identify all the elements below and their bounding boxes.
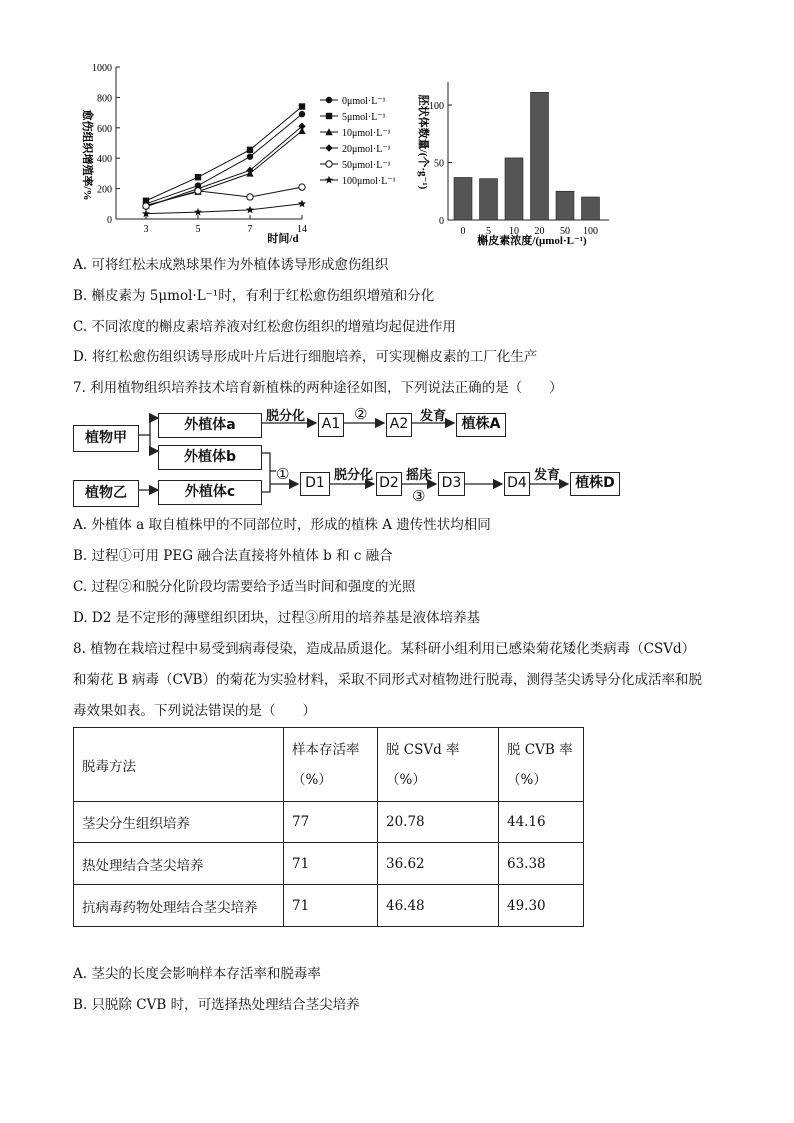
dedifferentiation-label: 脱分化 [266, 409, 306, 424]
step-3-label: ③ [412, 487, 426, 505]
bar-chart-x-tick-label: 50 [560, 226, 570, 237]
q7-stem: 7. 利用植物组织培养技术培育新植株的两种途径如图，下列说法正确的是（ ） [73, 380, 563, 396]
line-chart-y-tick-label: 600 [97, 123, 112, 135]
table-header-row [74, 728, 584, 802]
bar [582, 197, 600, 220]
bar-chart-y-tick-label: 0 [439, 216, 444, 227]
table-cell: 49.30 [499, 885, 584, 927]
line-chart-y-tick-label: 800 [97, 93, 112, 105]
q8-stem-line-1: 8. 植物在栽培过程中易受到病毒侵染，造成品质退化。某科研小组利用已感染菊花矮化类病毒（CSVd） [73, 641, 696, 657]
plant-yi-box: 植物乙 [73, 480, 139, 507]
plant-a-box: 植株A [456, 413, 506, 437]
bar-chart-x-tick-label: 100 [583, 226, 598, 237]
line-chart-series-line [146, 107, 302, 201]
bar-chart-xlabel: 槲皮素浓度/(μmol·L⁻¹) [477, 235, 587, 247]
table-cell: 热处理结合茎尖培养 [74, 843, 284, 885]
table-cell: 71 [284, 843, 378, 885]
line-chart-point [246, 206, 254, 214]
a1-box: A1 [318, 413, 344, 437]
line-chart-x-tick-label: 7 [247, 224, 253, 235]
line-chart-point [299, 103, 305, 109]
line-chart-point [299, 184, 305, 190]
dedifferentiation-label-2: 脱分化 [334, 468, 374, 483]
line-chart-x-tick-label: 5 [195, 224, 201, 235]
line-chart-x-tick-label: 14 [297, 224, 307, 235]
line-chart [70, 60, 410, 250]
legend-marker [325, 144, 332, 151]
d4-box: D4 [504, 472, 530, 496]
q7-option-a: A. 外植体 a 取自植株甲的不同部位时，形成的植株 A 遗传性状均相同 [73, 517, 491, 533]
shaker-label: 摇床 [406, 468, 433, 483]
header-cvb: 脱 CVB 率 （%） [499, 728, 584, 802]
legend-label: 100μmol·L⁻¹ [342, 176, 396, 187]
bar [556, 191, 574, 220]
line-chart-point [299, 111, 305, 117]
line-chart-series-line [146, 204, 302, 214]
legend-label: 5μmol·L⁻¹ [342, 112, 386, 123]
results-table [73, 727, 584, 927]
line-chart-series-line [146, 126, 302, 207]
flow-diagram-connectors [70, 405, 630, 510]
legend-label: 10μmol·L⁻¹ [342, 128, 391, 139]
line-chart-point [195, 174, 201, 180]
explant-b-box: 外植体b [158, 445, 262, 470]
q6-option-d: D. 将红松愈伤组织诱导形成叶片后进行细胞培养，可实现槲皮素的工厂化生产 [73, 349, 538, 365]
line-chart-point [247, 153, 253, 159]
legend-marker [326, 97, 332, 103]
line-chart-y-tick-label: 0 [107, 215, 112, 226]
table-row [74, 843, 584, 885]
develop-label-2: 发育 [534, 468, 561, 483]
table-row [74, 802, 584, 843]
plant-jia-box: 植物甲 [73, 425, 139, 452]
header-method: 脱毒方法 [74, 728, 284, 802]
plant-d-box: 植株D [570, 472, 620, 496]
q8-stem-line-2: 和菊花 B 病毒（CVB）的菊花为实验材料，采取不同形式对植物进行脱毒，测得茎尖诱导分化成活率和脱 [73, 672, 703, 688]
table-cell: 茎尖分生组织培养 [74, 802, 284, 843]
line-chart-y-tick-label: 400 [97, 154, 112, 166]
bar [531, 92, 549, 220]
q7-option-b: B. 过程①可用 PEG 融合法直接将外植体 b 和 c 融合 [73, 548, 393, 564]
a2-box: A2 [386, 413, 412, 437]
q8-stem-line-3: 毒效果如表。下列说法错误的是（ ） [73, 703, 316, 719]
explant-c-box: 外植体c [158, 480, 262, 505]
table-cell: 63.38 [499, 843, 584, 885]
bar-chart-y-tick-label: 100 [429, 101, 444, 112]
bar-chart-x-tick-label: 20 [534, 226, 545, 237]
table-cell: 抗病毒药物处理结合茎尖培养 [74, 885, 284, 927]
q8-option-a: A. 茎尖的长度会影响样本存活率和脱毒率 [73, 966, 321, 982]
legend-marker [325, 176, 333, 184]
q6-option-a: A. 可将红松未成熟球果作为外植体诱导形成愈伤组织 [73, 257, 389, 273]
line-chart-point [298, 200, 306, 208]
line-chart-point [143, 203, 149, 209]
table-row [74, 885, 584, 927]
step-1-label: ① [276, 465, 290, 483]
table-cell: 46.48 [378, 885, 499, 927]
header-survival: 样本存活率 （%） [284, 728, 378, 802]
line-chart-point [247, 147, 253, 153]
line-chart-y-tick-label: 200 [97, 184, 112, 196]
legend-label: 50μmol·L⁻¹ [342, 160, 391, 171]
explant-a-box: 外植体a [158, 413, 262, 438]
line-chart-ylabel: 愈伤组织增殖率/% [81, 109, 93, 201]
q8-option-b: B. 只脱除 CVB 时，可选择热处理结合茎尖培养 [73, 997, 360, 1013]
legend-label: 20μmol·L⁻¹ [342, 144, 391, 155]
d3-box: D3 [438, 472, 465, 496]
table-cell: 77 [284, 802, 378, 843]
bar [454, 177, 472, 220]
q6-option-c: C. 不同浓度的槲皮素培养液对红松愈伤组织的增殖均起促进作用 [73, 319, 456, 335]
table-cell: 36.62 [378, 843, 499, 885]
d1-box: D1 [300, 472, 330, 496]
line-chart-xlabel: 时间/d [267, 233, 299, 245]
line-chart-point [195, 188, 201, 194]
bar-chart-y-tick-label: 50 [434, 158, 444, 170]
table-cell: 71 [284, 885, 378, 927]
legend-marker [326, 113, 332, 119]
line-chart-y-tick-label: 1000 [92, 63, 112, 74]
line-chart-x-tick-label: 3 [143, 224, 149, 235]
bar-chart [410, 70, 630, 250]
bar [480, 179, 498, 220]
header-csvd: 脱 CSVd 率 （%） [378, 728, 499, 802]
q7-option-c: C. 过程②和脱分化阶段均需要给予适当时间和强度的光照 [73, 579, 416, 595]
bar-chart-x-tick-label: 0 [460, 226, 466, 237]
legend-label: 0μmol·L⁻¹ [342, 96, 386, 107]
legend-marker [326, 161, 332, 167]
line-chart-point [194, 208, 202, 216]
q7-option-d: D. D2 是不定形的薄壁组织团块，过程③所用的培养基是液体培养基 [73, 610, 481, 626]
bar-chart-ylabel: 胚状体数量/(个·g⁻¹) [417, 94, 429, 190]
bar [505, 158, 523, 220]
table-cell: 44.16 [499, 802, 584, 843]
bar-chart-x-tick-label: 5 [486, 226, 491, 237]
bar-chart-x-tick-label: 10 [509, 226, 519, 237]
line-chart-point [247, 194, 253, 200]
d2-box: D2 [376, 472, 402, 496]
develop-label: 发育 [420, 409, 447, 424]
q6-option-b: B. 槲皮素为 5μmol·L⁻¹时，有利于红松愈伤组织增殖和分化 [73, 288, 435, 304]
step-2-label: ② [354, 405, 368, 423]
table-cell: 20.78 [378, 802, 499, 843]
